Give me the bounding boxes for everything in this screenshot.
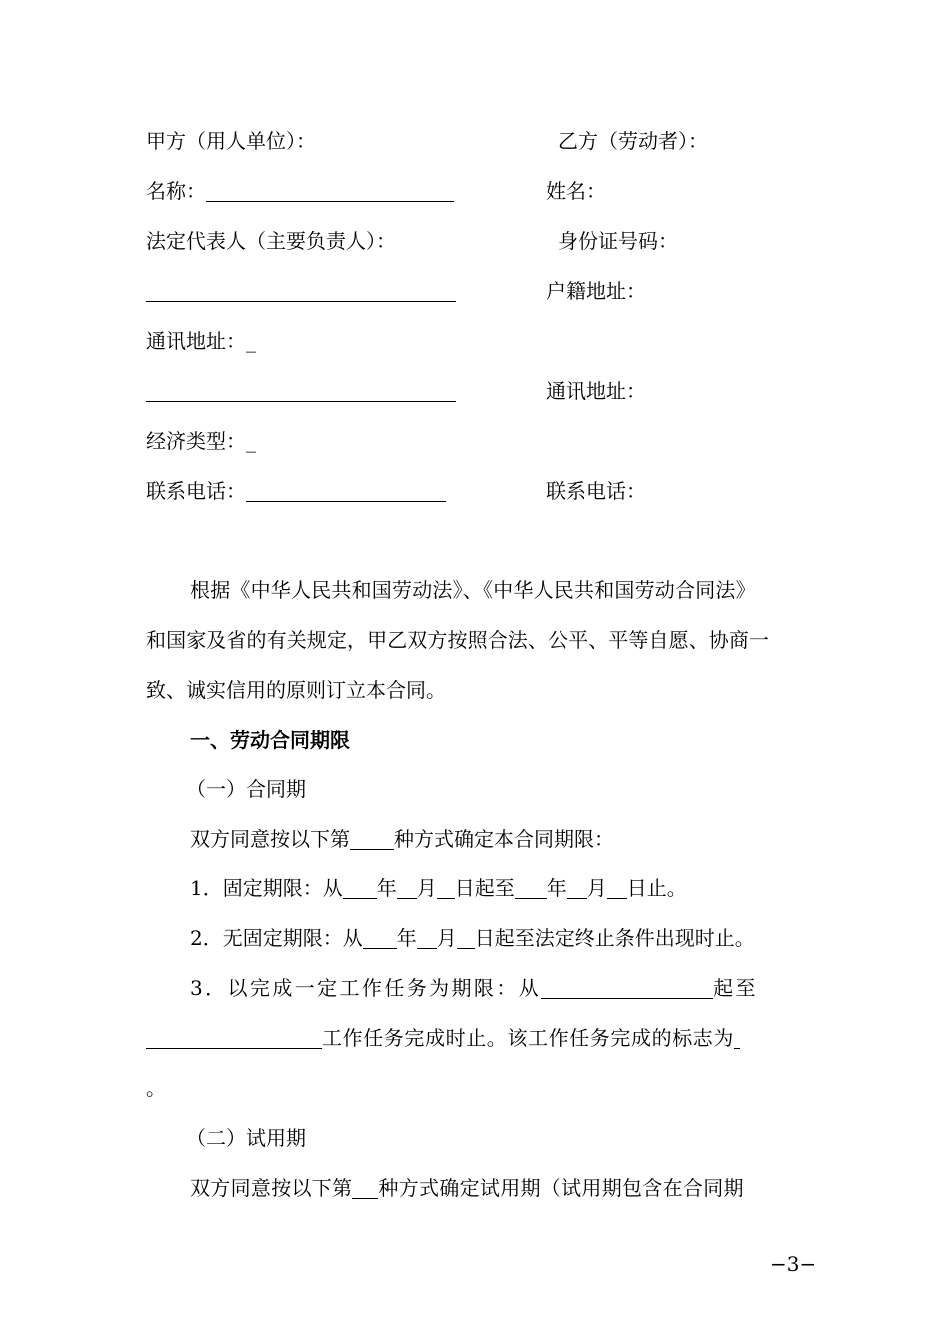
- party-b-household-label: 户籍地址：: [546, 279, 646, 303]
- term-item-2-year-field[interactable]: [363, 928, 397, 949]
- term-item-3-end-field[interactable]: [146, 1028, 322, 1049]
- party-a-address-label: 通讯地址：_: [146, 329, 256, 353]
- term-item-3-start-field[interactable]: [541, 978, 713, 999]
- party-b-phone-label: 联系电话：: [546, 479, 646, 503]
- party-a-address-field[interactable]: [146, 381, 456, 402]
- intro-line-3: 致、诚实信用的原则订立本合同。: [146, 678, 446, 702]
- term-item-1-start-year-field[interactable]: [343, 878, 377, 899]
- party-a-title: 甲方（用人单位）：: [146, 129, 316, 153]
- term-item-1-end-year-field[interactable]: [515, 878, 547, 899]
- party-a-name-row: [146, 177, 454, 205]
- intro-line-2: 和国家及省的有关规定，甲乙双方按照合法、公平、平等自愿、协商一: [146, 628, 770, 652]
- section-1-sub-2: （二）试用期: [186, 1126, 306, 1150]
- term-item-1-month2-label: 月: [586, 876, 607, 900]
- party-a-name-label: 名称：: [146, 179, 206, 203]
- term-item-1-prefix: 1．固定期限：从: [190, 876, 343, 900]
- term-item-1-month-label: 月: [416, 876, 437, 900]
- contract-term-choice-suffix: 种方式确定本合同期限：: [394, 827, 614, 851]
- party-a-phone-field[interactable]: [246, 481, 446, 502]
- party-a-legal-rep-label: 法定代表人（主要负责人）：: [146, 229, 396, 253]
- term-item-3-line-3: 。: [146, 1076, 166, 1100]
- term-item-1-year2-label: 年: [546, 876, 567, 900]
- party-a-address-field-row: [146, 377, 456, 405]
- party-b-address-label: 通讯地址：: [546, 379, 646, 403]
- term-item-2-suffix: 日起至法定终止条件出现时止。: [474, 926, 755, 950]
- trial-choice-field[interactable]: [352, 1178, 378, 1199]
- trial-choice-prefix: 双方同意按以下第: [190, 1176, 353, 1200]
- term-item-3-line2-text: 工作任务完成时止。该工作任务完成的标志为: [322, 1026, 734, 1050]
- party-b-title: 乙方（劳动者）：: [558, 129, 708, 153]
- section-1-sub-1: （一）合同期: [186, 777, 306, 801]
- term-item-3-mid: 起至: [713, 976, 758, 1000]
- term-item-3-completion-mark-field[interactable]: [734, 1028, 740, 1049]
- party-a-legal-rep-field[interactable]: [146, 281, 456, 302]
- party-b-name-label: 姓名：: [546, 179, 606, 203]
- party-a-phone-row: [146, 477, 446, 505]
- term-item-1-year-label: 年: [376, 876, 397, 900]
- trial-choice-suffix: 种方式确定试用期（试用期包含在合同期: [378, 1176, 744, 1200]
- party-b-id-label: 身份证号码：: [558, 229, 678, 253]
- party-a-legal-rep-field-row: [146, 277, 456, 305]
- party-a-name-field[interactable]: [206, 181, 454, 202]
- term-item-1-day-start-label: 日起至: [454, 876, 515, 900]
- party-a-phone-label: 联系电话：: [146, 479, 246, 503]
- contract-term-choice-field[interactable]: [350, 829, 394, 850]
- term-item-3-line-1: [190, 974, 758, 1002]
- term-item-1-start-day-field[interactable]: [437, 878, 455, 899]
- party-a-econ-type-label: 经济类型：_: [146, 429, 256, 453]
- term-item-3-line-2: [146, 1024, 740, 1052]
- term-item-2-year-label: 年: [396, 926, 417, 950]
- section-1-heading: 一、劳动合同期限: [190, 728, 350, 752]
- term-item-3-prefix: 3．以完成一定工作任务为期限：从: [190, 976, 542, 1000]
- term-item-1-end-month-field[interactable]: [567, 878, 587, 899]
- term-item-1-day-end-label: 日止。: [626, 876, 687, 900]
- term-item-2-month-field[interactable]: [417, 928, 437, 949]
- term-item-2: [190, 924, 755, 952]
- term-item-1: [190, 874, 687, 902]
- intro-line-1: 根据《中华人民共和国劳动法》、《中华人民共和国劳动合同法》: [190, 578, 756, 602]
- page-number: −3−: [770, 1252, 817, 1276]
- term-item-1-end-day-field[interactable]: [607, 878, 627, 899]
- term-item-2-day-field[interactable]: [457, 928, 475, 949]
- contract-term-choice-prefix: 双方同意按以下第: [190, 827, 350, 851]
- term-item-2-prefix: 2．无固定期限：从: [190, 926, 363, 950]
- trial-choice-row: [190, 1174, 744, 1202]
- term-item-2-month-label: 月: [436, 926, 457, 950]
- term-item-1-start-month-field[interactable]: [397, 878, 417, 899]
- contract-term-choice-row: [190, 825, 614, 853]
